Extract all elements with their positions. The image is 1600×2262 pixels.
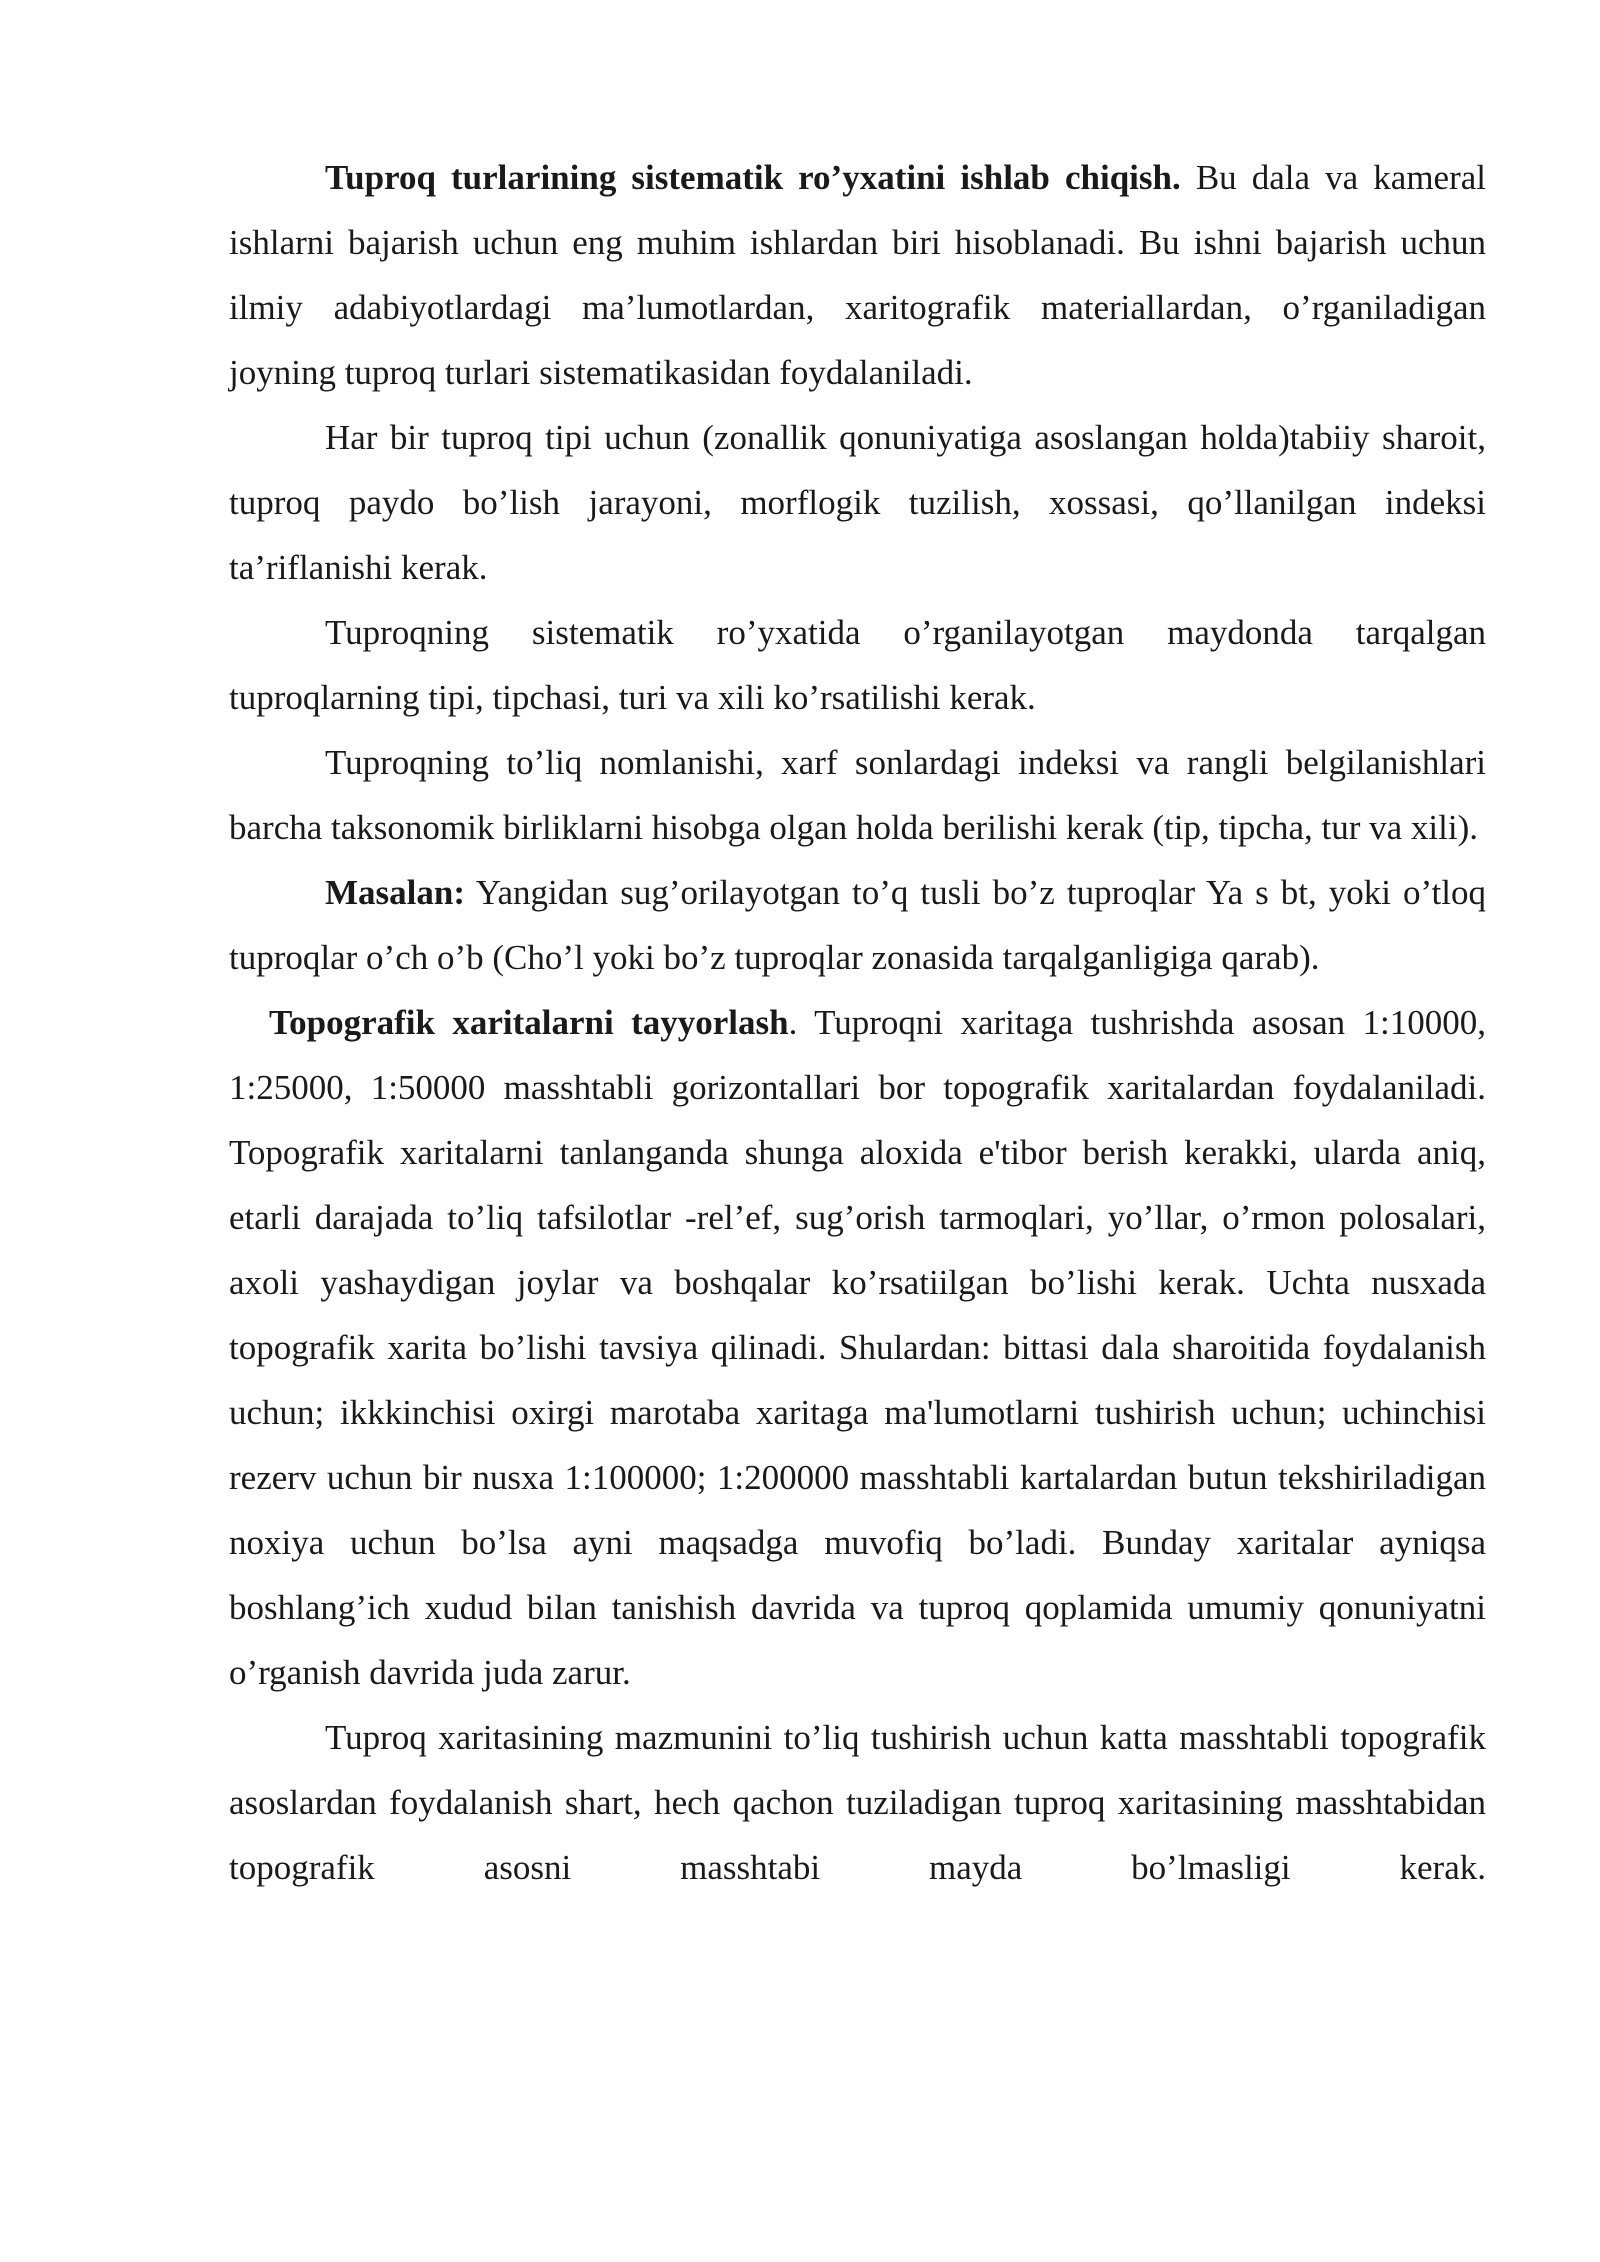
paragraph-text: Bu dala va kameral ishlarni bajarish uchun eng muhim ishlardan biri hisoblanadi. Bu ishni bajarish uchun ilmiy adabiyotlardagi ma’lumotlardan, xaritografik materiallardan, o’rganiladigan joyning tuproq turlari sistematikasidan foydalaniladi. bbox=[229, 158, 1486, 392]
paragraph-text: Har bir tuproq tipi uchun (zonallik qonuniyatiga asoslangan holda)tabiiy sharoit, tuproq paydo bo’lish jarayoni, morflogik tuzilish, xossasi, qo’llanilgan indeksi ta’riflanishi kerak. bbox=[229, 418, 1486, 587]
paragraph-map-scale bbox=[229, 1705, 1486, 1900]
paragraph-systematic-list-contents bbox=[229, 600, 1486, 730]
paragraph-full-naming bbox=[229, 730, 1486, 860]
paragraph-soil-systematic-list bbox=[229, 145, 1486, 405]
example-label: Masalan: bbox=[325, 873, 465, 912]
document-page bbox=[229, 145, 1486, 1900]
paragraph-text: Tuproq xaritasining mazmunini to’liq tushirish uchun katta masshtabli topografik asoslardan foydalanish shart, hech qachon tuziladigan tuproq xaritasining masshtabidan topografik asosni masshtabi mayda bo’lmasligi kerak. bbox=[229, 1718, 1486, 1887]
paragraph-topographic-maps bbox=[229, 990, 1486, 1705]
paragraph-example bbox=[229, 860, 1486, 990]
paragraph-soil-type-description bbox=[229, 405, 1486, 600]
paragraph-text: Tuproqning to’liq nomlanishi, xarf sonlardagi indeksi va rangli belgilanishlari barcha taksonomik birliklarni hisobga olgan holda berilishi kerak (tip, tipcha, tur va xili). bbox=[229, 743, 1486, 847]
heading-topographic-maps: Topografik xaritalarni tayyorlash bbox=[269, 1003, 789, 1042]
paragraph-text: Tuproqning sistematik ro’yxatida o’rganilayotgan maydonda tarqalgan tuproqlarning tipi, tipchasi, turi va xili ko’rsatilishi kerak. bbox=[229, 613, 1486, 717]
paragraph-text: Yangidan sug’orilayotgan to’q tusli bo’z tuproqlar Ya s bt, yoki o’tloq tuproqlar o’ch o’b (Cho’l yoki bo’z tuproqlar zonasida tarqalganligiga qarab). bbox=[229, 873, 1486, 977]
paragraph-text: . Tuproqni xaritaga tushrishda asosan 1:10000, 1:25000, 1:50000 masshtabli gorizontallari bor topografik xaritalardan foydalaniladi. Topografik xaritalarni tanlanganda shunga aloxida e'tibor berish kerakki, ularda aniq, etarli darajada to’liq tafsilotlar -rel’ef, sug’orish tarmoqlari, yo’llar, o’rmon polosalari, axoli yashaydigan joylar va boshqalar ko’rsatiilgan bo’lishi kerak. Uchta nusxada topografik xarita bo’lishi tavsiya qilinadi. Shulardan: bittasi dala sharoitida foydalanish uchun; ikkkinchisi oxirgi marotaba xaritaga ma'lumotlarni tushirish uchun; uchinchisi rezerv uchun bir nusxa 1:100000; 1:200000 masshtabli kartalardan butun tekshiriladigan noxiya uchun bo’lsa ayni maqsadga muvofiq bo’ladi. Bunday xaritalar ayniqsa boshlang’ich xudud bilan tanishish davrida va tuproq qoplamida umumiy qonuniyatni o’rganish davrida juda zarur. bbox=[229, 1003, 1486, 1692]
heading-soil-systematic-list: Tuproq turlarining sistematik ro’yxatini ishlab chiqish. bbox=[325, 158, 1181, 197]
